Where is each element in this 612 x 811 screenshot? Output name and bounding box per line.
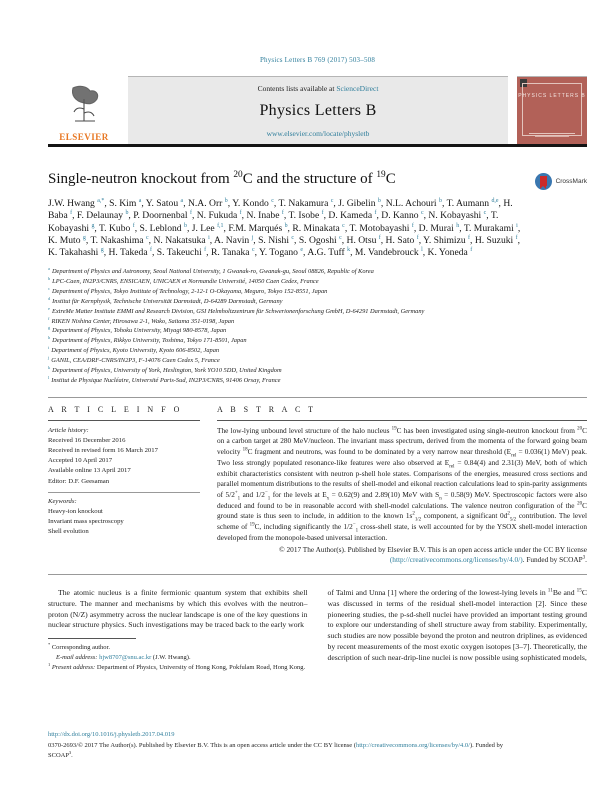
keywords-label: Keywords: xyxy=(48,497,77,505)
author: S. Kim $^a$ xyxy=(109,197,142,209)
author: S. Takeuchi $^f$ xyxy=(156,246,207,259)
abstract-copyright xyxy=(217,545,587,566)
affiliation-line: $^g$ Department of Physics, Tohoku University, Miyagi 980-8578, Japan xyxy=(48,325,227,335)
affiliation-line: $^f$ RIKEN Nishina Center, Hirosawa 2-1, Wako, Saitama 351-0198, Japan xyxy=(48,315,235,325)
history-line: Editor: D.F. Geesaman xyxy=(48,477,110,485)
present-address-text: Department of Physics, University of Hong Kong, Pokfulam Road, Hong Kong. xyxy=(96,663,306,671)
author: H. Sato $^f$ xyxy=(385,234,419,246)
abstract-rule xyxy=(217,420,587,421)
author: Y. Shimizu $^f$ xyxy=(423,234,471,246)
body-right-column xyxy=(328,588,588,672)
author: R. Minakata $^c$ xyxy=(292,222,345,234)
contents-prefix: Contents lists available at xyxy=(257,84,337,93)
affiliation-line: $^d$ Institut für Kernphysik, Technische Universität Darmstadt, D-64289 Darmstadt, Germany xyxy=(48,295,283,305)
affiliation-line: $^j$ GANIL, CEA/DRF-CNRS/IN2P3, F-14076 Caen Cedex 5, France xyxy=(48,354,220,365)
article-info-rule xyxy=(48,420,200,421)
author: Y. Togano $^e$ xyxy=(259,246,304,259)
author: H. Suzuki $^f$ xyxy=(474,234,518,246)
author: T. Kobayashi $^g$ xyxy=(48,210,499,234)
author: N.L. Achouri $^b$ xyxy=(385,197,442,209)
history-line: Received 16 December 2016 xyxy=(48,436,126,444)
author: K. Muto $^g$ xyxy=(48,234,86,246)
author: N. Fukuda $^f$ xyxy=(196,210,242,222)
elsevier-wordmark: ELSEVIER xyxy=(59,132,109,142)
history-line: Accepted 10 April 2017 xyxy=(48,457,113,465)
copyright-post: . Funded by SCOAP$^3$. xyxy=(522,555,587,565)
author: A.G. Tuff $^k$ xyxy=(307,246,351,259)
page-footer xyxy=(48,730,587,761)
license-line: 0370-2693/© 2017 The Author(s). Published by Elsevier B.V. This is an open access article under the CC BY license (http://creativecommons.org/licenses/by/4.0/). Funded by xyxy=(48,741,504,749)
corresponding-author-note: * Corresponding author. xyxy=(48,641,110,652)
affiliation-line: $^e$ ExtreMe Matter Institute EMMI and Research Division, GSI Helmholtzzentrum für Schwerionenforschung GmbH, D-64291 Darmstadt, Germany xyxy=(48,305,425,315)
author: S. Leblond $^b$ xyxy=(139,222,187,234)
affiliation-list xyxy=(48,267,587,385)
author: T. Nakamura $^c$ xyxy=(278,197,334,209)
cc-license-link[interactable]: (http://creativecommons.org/licenses/by/4.0/) xyxy=(389,555,523,565)
author: H. Otsu $^f$ xyxy=(346,234,381,246)
journal-citation-link[interactable]: Physics Letters B 769 (2017) 503–508 xyxy=(259,56,376,64)
present-address-label: Present address: xyxy=(51,663,96,671)
present-address-note xyxy=(48,663,308,673)
author: S. Nishi $^c$ xyxy=(258,234,295,246)
article-history-label: Article history: xyxy=(48,426,89,434)
body-text xyxy=(48,588,587,672)
author: D. Kameda $^f$ xyxy=(328,210,377,222)
body-paragraph-right: of Talmi and Unna [1] where the ordering of the lowest-lying levels in $^{11}$Be and $^{15}$C was discussed in terms of the residual shell-model interaction [2]. Since these pioneering studies, the p-sd-shell nuclei have provided an important testing ground to explore our understanding of shell structure away from stability. Experimentally, such studies are now possible beyond the proton and neutron driplines, as evidenced by recent measurements of the most exotic oxygen isotopes [3–7]. Theoretically, the description of such near-drip-line nuclei is now possible using sophisticated models, xyxy=(327,587,588,662)
article-info-header: A R T I C L E I N F O xyxy=(48,404,183,414)
keyword-line: Shell evolution xyxy=(48,528,89,536)
author: T. Isobe $^f$ xyxy=(288,210,324,222)
author: R. Tanaka $^c$ xyxy=(210,246,255,259)
abstract-text: The low-lying unbound level structure of the halo nucleus $^{19}$C has been investigated using single-neutron knockout from $^{20}$C on a carbon target at 280 MeV/nucleon. The invariant mass spectrum, derived from the momenta of the forward going beam velocity $^{18}$C fragment and neutrons, was found to be dominated by a very narrow near threshold ($E_{rel} = 0.036(1)$ MeV) peak. Two less strongly populated resonance-like features were also observed at $E_{rel} = 0.84(4)$ and 2.31(3) MeV, both of which exhibit characteristics consistent with neutron p-shell hole states. Comparisons of the energies, measured cross sections and parallel momentum distributions to the results of shell-model and eikonal reaction calculations lead to spin-parity assignments of $5/2^+_1$ and $1/2^-_1$ for the levels at $E_x = 0.62(9)$ and 2.89(10) MeV with $S_n = 0.58(9)$ MeV. Spectroscopic factors were also deduced and found to be in reasonable accord with shell-model calculations. The valence neutron configuration of the $^{20}$C ground state is thus seen to include, in addition to the known $1s^2_{1/2}$ component, a significant $0d^2_{5/2}$ contribution. The level scheme of $^{19}$C, including significantly the $1/2^-_1$ cross-shell state, is well accounted for by the YSOX shell-model interaction developed from the monopole-based universal interaction. xyxy=(217,425,587,542)
author: J.W. Hwang $^{a,*}$ xyxy=(48,197,105,209)
author: K. Yoneda $^f$ xyxy=(427,246,473,259)
crossmark-icon xyxy=(535,173,552,190)
keywords-list xyxy=(48,507,200,538)
author: J. Lee $^{f,1}$ xyxy=(191,222,224,234)
author: N.A. Orr $^b$ xyxy=(187,197,228,209)
author: F. Delaunay $^b$ xyxy=(76,210,129,222)
author: Y. Kondo $^c$ xyxy=(232,197,274,209)
history-line: Received in revised form 16 March 2017 xyxy=(48,447,158,455)
author: T. Motobayashi $^f$ xyxy=(349,222,414,234)
author: N. Inabe $^f$ xyxy=(246,210,284,222)
affiliation-line: $^l$ Institut de Physique Nucléaire, Université Paris-Sud, IN2P3/CNRS, 91406 Orsay, France xyxy=(48,374,281,384)
article-info-column xyxy=(48,405,200,566)
abstract-header: A B S T R A C T xyxy=(217,404,317,414)
sciencedirect-link[interactable]: ScienceDirect xyxy=(336,84,379,93)
elsevier-tree-icon xyxy=(61,76,107,132)
affiliation-line: $^b$ LPC-Caen, IN2P3/CNRS, ENSICAEN, UNICAEN et Normandie Université, 14050 Caen Cedex, France xyxy=(48,276,319,286)
page-title: Single-neutron knockout from $^{20}$C and the structure of $^{19}$C xyxy=(48,170,396,187)
masthead-center-panel xyxy=(128,76,508,144)
author: A. Navin $^j$ xyxy=(214,234,254,246)
body-paragraph-left: The atomic nucleus is a finite fermionic quantum system that exhibits shell structure. The manner and mechanisms by which this evolves with the neutron–proton (N/Z) asymmetry across the nuclear landscape is one of the key questions in nuclear structure physics. Such investigations may be traced back to the early work xyxy=(48,587,308,630)
footer-cc-license-link[interactable]: http://creativecommons.org/licenses/by/4.0/ xyxy=(355,741,470,749)
author: D. Murai $^h$ xyxy=(418,222,460,234)
keyword-line: Invariant mass spectroscopy xyxy=(48,518,124,526)
abstract-column xyxy=(217,405,587,566)
author: T. Murakami $^i$ xyxy=(463,222,518,234)
email-label: E-mail address: xyxy=(56,653,98,661)
doi-link[interactable]: http://dx.doi.org/10.1016/j.physletb.2017.04.019 xyxy=(48,730,175,738)
crossmark-label: CrossMark xyxy=(555,178,587,185)
affiliation-line: $^c$ Department of Physics, Tokyo Institute of Technology, 2-12-1 O-Okayama, Meguro, Tokyo 152-8551, Japan xyxy=(48,285,328,296)
footnote-rule xyxy=(48,638,136,639)
journal-masthead xyxy=(48,76,587,144)
article-history-list xyxy=(48,436,200,487)
author: P. Doornenbal $^f$ xyxy=(133,210,192,222)
footnote-star: * xyxy=(48,641,51,647)
journal-cover-thumbnail xyxy=(517,76,587,144)
author: F.M. Marqués $^b$ xyxy=(228,222,288,234)
cover-title: PHYSICS LETTERS B xyxy=(518,93,586,99)
keyword-line: Heavy-ion knockout xyxy=(48,507,103,515)
author: J. Gibelin $^b$ xyxy=(338,197,381,209)
history-line: Available online 13 April 2017 xyxy=(48,467,131,475)
author: K. Takahashi $^g$ xyxy=(48,246,104,259)
copyright-pre: © 2017 The Author(s). Published by Elsevier B.V. This is an open access article under the CC BY license xyxy=(279,544,587,554)
author: T. Kubo $^f$ xyxy=(99,222,135,234)
info-abstract-section xyxy=(48,397,587,575)
author-list: J.W. Hwang $^{a,*}$, S. Kim $^a$, Y. Satou $^a$, N.A. Orr $^b$, Y. Kondo $^c$, T. Nakamura $^c$, J. Gibelin $^b$, N.L. Achouri $^b$, T. Aumann $^{d,e}$, H. Baba $^f$, F. Delaunay $^b$, P. Doornenbal $^f$, N. Fukuda $^f$, N. Inabe $^f$, T. Isobe $^f$, D. Kameda $^f$, D. Kanno $^c$, N. Kobayashi $^c$, T. Kobayashi $^g$, T. Kubo $^f$, S. Leblond $^b$, J. Lee $^{f,1}$, F.M. Marqués $^b$, R. Minakata $^c$, T. Motobayashi $^f$, D. Murai $^h$, T. Murakami $^i$, K. Muto $^g$, T. Nakashima $^c$, N. Nakatsuka $^i$, A. Navin $^j$, S. Nishi $^c$, S. Ogoshi $^c$, H. Otsu $^f$, H. Sato $^f$, Y. Shimizu $^f$, H. Suzuki $^f$, K. Takahashi $^g$, H. Takeda $^f$, S. Takeuchi $^f$, R. Tanaka $^c$, Y. Togano $^e$, A.G. Tuff $^k$, M. Vandebrouck $^l$, K. Yoneda $^f$ xyxy=(48,197,521,259)
email-link[interactable]: hjw8707@snu.ac.kr xyxy=(99,653,152,661)
journal-title: Physics Letters B xyxy=(259,102,377,119)
author: N. Kobayashi $^c$ xyxy=(428,210,487,222)
email-post: (J.W. Hwang). xyxy=(152,653,191,661)
author: T. Nakashima $^c$ xyxy=(90,234,149,246)
journal-homepage-link[interactable]: www.elsevier.com/locate/physletb xyxy=(266,129,370,138)
elsevier-logo xyxy=(48,76,120,144)
footnote-block xyxy=(48,638,308,672)
email-note xyxy=(48,653,308,663)
author: N. Nakatsuka $^i$ xyxy=(153,234,210,246)
author: Y. Satou $^a$ xyxy=(145,197,184,209)
crossmark-badge[interactable] xyxy=(535,173,587,190)
cover-decor-line xyxy=(529,133,575,134)
affiliation-line: $^k$ Department of Physics, University of York, Heslington, York YO10 5DD, United Kingdom xyxy=(48,364,282,374)
author: H. Baba $^f$ xyxy=(48,198,513,222)
cover-border xyxy=(522,83,582,136)
footnote-one: 1 xyxy=(48,661,51,667)
author: H. Takeda $^f$ xyxy=(108,246,152,259)
author: D. Kanno $^c$ xyxy=(381,210,424,222)
license-line-2: SCOAP$^3$. xyxy=(48,749,73,759)
author: T. Aumann $^{d,e}$ xyxy=(446,197,499,209)
masthead-divider xyxy=(48,144,587,147)
cover-decor-line2 xyxy=(535,136,569,137)
affiliation-line: $^h$ Department of Physics, Rikkyo University, Toshima, Tokyo 171-8501, Japan xyxy=(48,335,247,345)
contents-line xyxy=(132,84,504,93)
affiliation-line: $^i$ Department of Physics, Kyoto University, Kyoto 606-8502, Japan xyxy=(48,345,220,355)
info-mid-rule xyxy=(48,492,200,493)
author: M. Vandebrouck $^l$ xyxy=(354,246,423,259)
author: S. Ogoshi $^c$ xyxy=(298,234,342,246)
body-left-column xyxy=(48,588,308,672)
affiliation-line: $^a$ Department of Physics and Astronomy, Seoul National University, 1 Gwanak-ro, Gwanak-gu, Seoul 08826, Republic of Korea xyxy=(48,266,374,276)
